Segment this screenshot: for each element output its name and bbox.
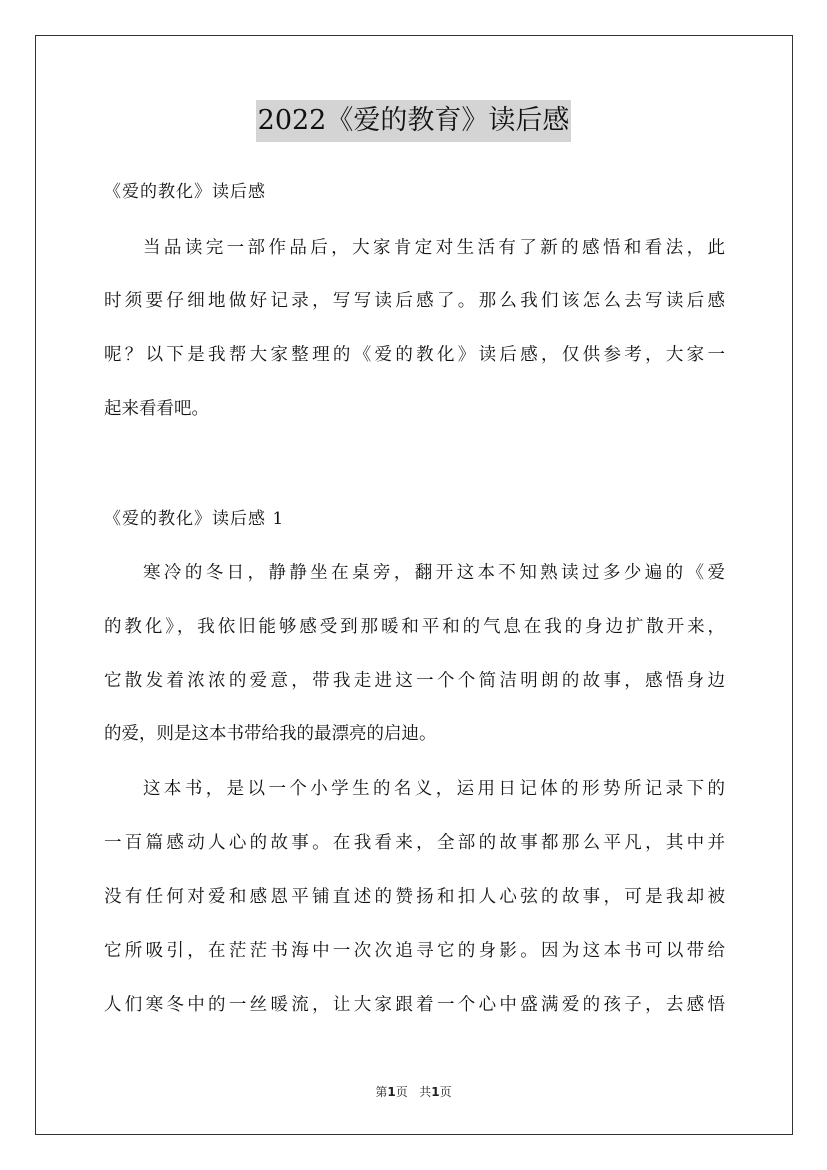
document-title: 2022《爱的教育》读后感 (256, 100, 572, 142)
page-prefix: 第 (375, 1085, 388, 1099)
paragraph-line: 人们寒冬中的一丝暖流，让大家跟着一个心中盛满爱的孩子，去感悟 (104, 995, 725, 1015)
paragraph-line: 寒冷的冬日，静静坐在桌旁，翻开这本不知熟读过多少遍的《爱 (143, 563, 725, 583)
paragraph-line: 这本书，是以一个小学生的名义，运用日记体的形势所记录下的 (143, 779, 725, 799)
paragraph-line: 它散发着浓浓的爱意，带我走进这一个个简洁明朗的故事，感悟身边 (104, 671, 725, 691)
page-suffix: 页 (395, 1085, 408, 1099)
intro-line: 时须要仔细地做好记录，写写读后感了。那么我们该怎么去写读后感 (104, 291, 725, 311)
total-suffix: 页 (439, 1085, 452, 1099)
total-prefix: 共 (419, 1085, 432, 1099)
paragraph-line: 没有任何对爱和感恩平铺直述的赞扬和扣人心弦的故事，可是我却被 (104, 887, 725, 907)
intro-line: 当品读完一部作品后，大家肯定对生活有了新的感悟和看法，此 (143, 238, 725, 258)
page-number: 1 (387, 1085, 396, 1099)
total-pages: 1 (431, 1085, 440, 1099)
paragraph-line: 的爱，则是这本书带给我的最漂亮的启迪。 (104, 724, 437, 744)
section-heading: 《爱的教化》读后感 (104, 182, 266, 202)
title-container (0, 100, 827, 142)
intro-line: 呢？以下是我帮大家整理的《爱的教化》读后感，仅供参考，大家一 (104, 345, 725, 365)
paragraph-line: 的教化》，我依旧能够感受到那暖和平和的气息在我的身边扩散开来， (104, 617, 725, 637)
paragraph-line: 一百篇感动人心的故事。在我看来，全部的故事都那么平凡，其中并 (104, 833, 725, 853)
paragraph-line: 它所吸引，在茫茫书海中一次次追寻它的身影。因为这本书可以带给 (104, 941, 725, 961)
section-heading: 《爱的教化》读后感 1 (104, 509, 285, 529)
intro-line: 起来看看吧。 (104, 399, 209, 419)
page-footer (0, 1083, 827, 1101)
